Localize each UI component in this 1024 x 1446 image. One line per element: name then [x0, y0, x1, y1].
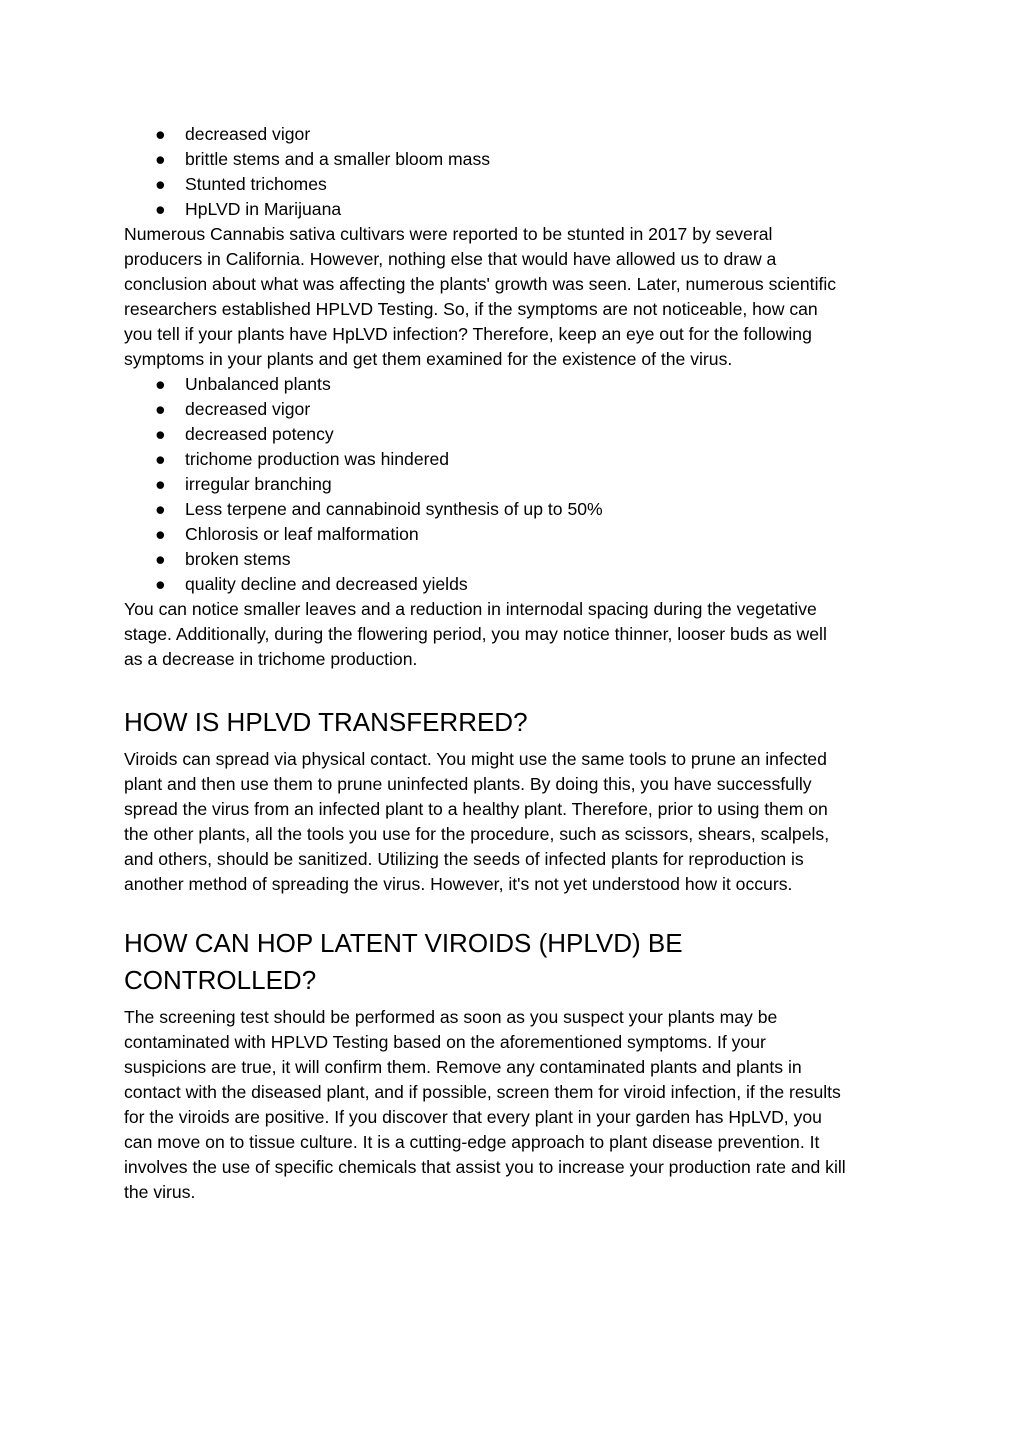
heading-line: HOW CAN HOP LATENT VIROIDS (HPLVD) BE [124, 928, 683, 958]
text-line: researchers established HPLVD Testing. So, if the symptoms are not noticeable, how can [124, 299, 818, 319]
text-line: producers in California. However, nothing else that would have allowed us to draw a [124, 249, 777, 269]
document-page [124, 122, 904, 1205]
text-line: you tell if your plants have HpLVD infection? Therefore, keep an eye out for the following [124, 324, 812, 344]
bullet-icon: ● [155, 199, 166, 219]
bullet-icon: ● [155, 474, 166, 494]
bullet-icon: ● [155, 499, 166, 519]
heading-line: CONTROLLED? [124, 965, 317, 995]
bullet-icon: ● [155, 524, 166, 544]
bullet-icon: ● [155, 549, 166, 569]
bullet-icon: ● [155, 399, 166, 419]
list-item: ● quality decline and decreased yields [124, 572, 904, 597]
bullet-icon: ● [155, 574, 166, 594]
bullet-icon: ● [155, 174, 166, 194]
list-item: ● decreased vigor [124, 122, 904, 147]
list-item: ● Chlorosis or leaf malformation [124, 522, 904, 547]
list-item: ● Unbalanced plants [124, 372, 904, 397]
paragraph-cultivars [124, 222, 904, 372]
text-line: stage. Additionally, during the flowering period, you may notice thinner, looser buds as well [124, 624, 827, 644]
bullet-icon: ● [155, 449, 166, 469]
text-line: as a decrease in trichome production. [124, 649, 418, 669]
text-line: symptoms in your plants and get them examined for the existence of the virus. [124, 349, 733, 369]
text-line: can move on to tissue culture. It is a cutting-edge approach to plant disease prevention. It [124, 1132, 820, 1152]
list-item: ● HpLVD in Marijuana [124, 197, 904, 222]
text-line: contact with the diseased plant, and if possible, screen them for viroid infection, if the results [124, 1082, 841, 1102]
text-line: contaminated with HPLVD Testing based on the aforementioned symptoms. If your [124, 1032, 766, 1052]
text-line: and others, should be sanitized. Utilizing the seeds of infected plants for reproduction is [124, 849, 804, 869]
heading-control [124, 925, 904, 999]
list-item: ● trichome production was hindered [124, 447, 904, 472]
text-line: spread the virus from an infected plant to a healthy plant. Therefore, prior to using them on [124, 799, 828, 819]
list-item: ● Less terpene and cannabinoid synthesis of up to 50% [124, 497, 904, 522]
text-line: another method of spreading the virus. However, it's not yet understood how it occurs. [124, 874, 793, 894]
bullet-icon: ● [155, 149, 166, 169]
list-item: ● decreased potency [124, 422, 904, 447]
bullet-icon: ● [155, 374, 166, 394]
symptom-list-1 [124, 122, 904, 222]
list-item: ● broken stems [124, 547, 904, 572]
heading-transfer: HOW IS HPLVD TRANSFERRED? [124, 707, 528, 737]
symptom-list-2 [124, 372, 904, 597]
text-line: for the viroids are positive. If you discover that every plant in your garden has HpLVD, you [124, 1107, 822, 1127]
text-line: Numerous Cannabis sativa cultivars were reported to be stunted in 2017 by several [124, 224, 773, 244]
bullet-icon: ● [155, 124, 166, 144]
list-item: ● irregular branching [124, 472, 904, 497]
text-line: You can notice smaller leaves and a reduction in internodal spacing during the vegetative [124, 599, 817, 619]
text-line: involves the use of specific chemicals that assist you to increase your production rate and kill [124, 1157, 846, 1177]
list-item: ● Stunted trichomes [124, 172, 904, 197]
text-line: The screening test should be performed as soon as you suspect your plants may be [124, 1007, 778, 1027]
paragraph-vegetative [124, 597, 904, 672]
paragraph-control [124, 1005, 904, 1205]
text-line: Viroids can spread via physical contact. You might use the same tools to prune an infected [124, 749, 827, 769]
text-line: suspicions are true, it will confirm them. Remove any contaminated plants and plants in [124, 1057, 802, 1077]
text-line: conclusion about what was affecting the plants' growth was seen. Later, numerous scientific [124, 274, 837, 294]
paragraph-transfer [124, 747, 904, 897]
text-line: plant and then use them to prune uninfected plants. By doing this, you have successfully [124, 774, 812, 794]
text-line: the virus. [124, 1182, 196, 1202]
list-item: ● decreased vigor [124, 397, 904, 422]
list-item: ● brittle stems and a smaller bloom mass [124, 147, 904, 172]
text-line: the other plants, all the tools you use for the procedure, such as scissors, shears, scalpels, [124, 824, 830, 844]
bullet-icon: ● [155, 424, 166, 444]
